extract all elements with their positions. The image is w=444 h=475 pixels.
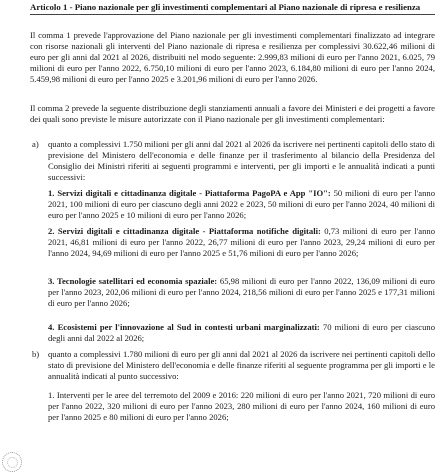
program-item-2-heading: 2. Servizi digitali e cittadinanza digitale - Piattaforma notifiche digitali: bbox=[48, 226, 321, 236]
program-item-1-heading: 1. Servizi digitali e cittadinanza digitale - Piattaforma PagoPA e App "IO": bbox=[48, 188, 331, 198]
article-title bbox=[30, 2, 435, 15]
program-item-2-text: 0,73 milioni di euro per l'anno 2021, 46,81 milioni di euro per l'anno 2022, 26,77 milioni di euro per l'anno 2023, 29,24 milioni di euro per l'anno 2024, 94,69 milioni di euro per l'anno 2025 e 51,76 milioni di euro per l'anno 2026; bbox=[48, 226, 436, 258]
program-item-4-heading: 4. Ecosistemi per l'innovazione al Sud in contesti urbani marginalizzati: bbox=[48, 322, 320, 332]
paragraph-comma-1: Il comma 1 prevede l'approvazione del Piano nazionale per gli investimenti complementari finalizzato ad integrare con risorse nazionali gli interventi del Piano nazionale di ripresa e resilienza per complessivi 30.622,46 milioni di euro per gli anni dal 2021 al 2026, distribuiti nel modo seguente: 2.999,83 milioni di euro per l'anno 2021, 6.025, 79 milioni di euro per l'anno 2022, 6.750,10 milioni di euro per l'anno 2023, 6.184,80 milioni di euro per l'anno 2024, 5.459,98 milioni di euro per l'anno 2025 e 3.201,96 milioni di euro per l'anno 2026. bbox=[30, 30, 435, 84]
list-item-a: quanto a complessivi 1.750 milioni per gli anni dal 2021 al 2026 da iscrivere nei pertinenti capitoli dello stato di previsione del Ministero dell'economia e delle finanze per il trasferimento al bilancio della Presidenza del Consiglio dei Ministri riferiti ai seguenti programmi e interventi, per gli importi e le annualità indicati a punti successivi: bbox=[48, 139, 435, 182]
list-label-b: b) bbox=[32, 349, 40, 359]
seal-stamp bbox=[2, 452, 22, 472]
program-item-2 bbox=[48, 226, 435, 259]
program-item-b1: 1. Interventi per le aree del terremoto del 2009 e 2016: 220 milioni di euro per l'anno 2021, 720 milioni di euro per l'anno 2022, 320 milioni di euro per l'anno 2023, 280 milioni di euro per l'anno 2024, 160 milioni di euro per l'anno 2025 e 80 milioni di euro per l'anno 2026; bbox=[48, 390, 435, 422]
program-item-4-text: 70 milioni di euro per ciascuno degli anni dal 2022 al 2026; bbox=[48, 322, 435, 343]
program-item-3-text: 65,98 milioni di euro per l'anno 2022, 136,09 milioni di euro per l'anno 2023, 202,06 milioni di euro per l'anno 2024, 218,56 milioni di euro per l'anno 2025 e 177,31 milioni di euro per l'anno 2026; bbox=[48, 276, 435, 308]
program-item-4 bbox=[48, 322, 435, 344]
list-label-a: a) bbox=[32, 139, 39, 149]
program-item-1 bbox=[48, 188, 435, 221]
program-item-1-text: 50 milioni di euro per l'anno 2021, 100 milioni di euro per ciascuno degli anni 2022 e 2023, 50 milioni di euro per l'anno 2024, 40 milioni di euro per l'anno 2025 e 10 milioni di euro per l'anno 2026; bbox=[48, 188, 435, 220]
article-title-text: Articolo 1 - Piano nazionale per gli investimenti complementari al Piano nazionale di ripresa e resilienza bbox=[30, 2, 421, 12]
paragraph-comma-2: Il comma 2 prevede la seguente distribuzione degli stanziamenti annuali a favore dei Ministeri e dei progetti a favore dei quali sono previste le misure autorizzate con il Piano nazionale per gli investimenti complementari: bbox=[30, 103, 435, 124]
program-item-3-heading: 3. Tecnologie satellitari ed economia spaziale: bbox=[48, 276, 218, 286]
program-item-3 bbox=[48, 276, 435, 309]
title-underline bbox=[30, 14, 435, 15]
list-item-b: quanto a complessivi 1.780 milioni di euro per gli anni dal 2021 al 2026 da iscrivere nei pertinenti capitoli dello stato di previsione del Ministero dell'economia e delle finanze riferiti al seguente programma per gli importi e le annualità indicati al punto successivo: bbox=[48, 349, 435, 381]
